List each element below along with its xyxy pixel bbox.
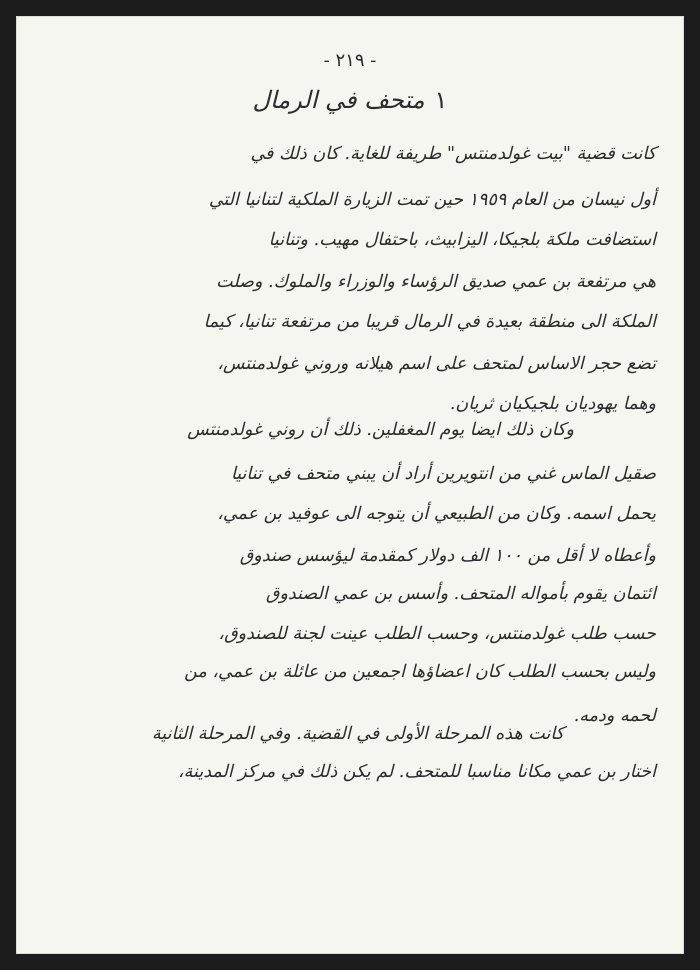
- manuscript-line: ائتمان يقوم بأمواله المتحف. وأسس بن عمي الصندوق: [265, 584, 656, 604]
- manuscript-line: أول نيسان من العام ١٩٥٩ حين تمت الزيارة الملكية لتنانيا التي: [208, 190, 656, 210]
- page-number: - ٢١٩ -: [323, 50, 377, 71]
- manuscript-line: حسب طلب غولدمنتس، وحسب الطلب عينت لجنة للصندوق،: [218, 624, 656, 644]
- manuscript-line: الملكة الى منطقة بعيدة في الرمال قريبا من مرتفعة تنانيا، كيما: [203, 312, 656, 332]
- manuscript-line: صقيل الماس غني من انتويرين أراد أن يبني متحف في تنانيا: [230, 464, 656, 484]
- title-text: متحف في الرمال: [252, 86, 425, 114]
- manuscript-line: تضع حجر الاساس لمتحف على اسم هيلانه وروني غولدمنتس،: [217, 354, 656, 374]
- manuscript-line: وكان ذلك ايضا يوم المغفلين. ذلك أن روني غولدمنتس: [187, 420, 574, 440]
- title-mark: ١: [434, 86, 448, 114]
- manuscript-line: كانت قضية "بيت غولدمنتس" طريفة للغاية. كان ذلك في: [250, 144, 656, 164]
- manuscript-line: وليس بحسب الطلب كان اعضاؤها اجمعين من عائلة بن عمي، من: [184, 662, 656, 682]
- manuscript-line: اختار بن عمي مكانا مناسبا للمتحف. لم يكن ذلك في مركز المدينة،: [178, 762, 656, 782]
- manuscript-line: هي مرتفعة بن عمي صديق الرؤساء والوزراء والملوك. وصلت: [216, 272, 656, 292]
- manuscript-line: استضافت ملكة بلجيكا، اليزابيث، باحتفال مهيب. وتنانيا: [268, 230, 656, 250]
- manuscript-sheet: [16, 16, 684, 954]
- page-title: [16, 86, 684, 114]
- manuscript-line: وهما يهوديان بلجيكيان ثريان.: [449, 394, 656, 414]
- manuscript-line: يحمل اسمه. وكان من الطبيعي أن يتوجه الى عوفيد بن عمي،: [217, 504, 656, 524]
- manuscript-line: كانت هذه المرحلة الأولى في القضية. وفي المرحلة الثانية: [151, 724, 564, 744]
- manuscript-line: لحمه ودمه.: [573, 706, 656, 726]
- manuscript-line: وأعطاه لا أقل من ١٠٠ الف دولار كمقدمة ليؤسس صندوق: [239, 546, 656, 566]
